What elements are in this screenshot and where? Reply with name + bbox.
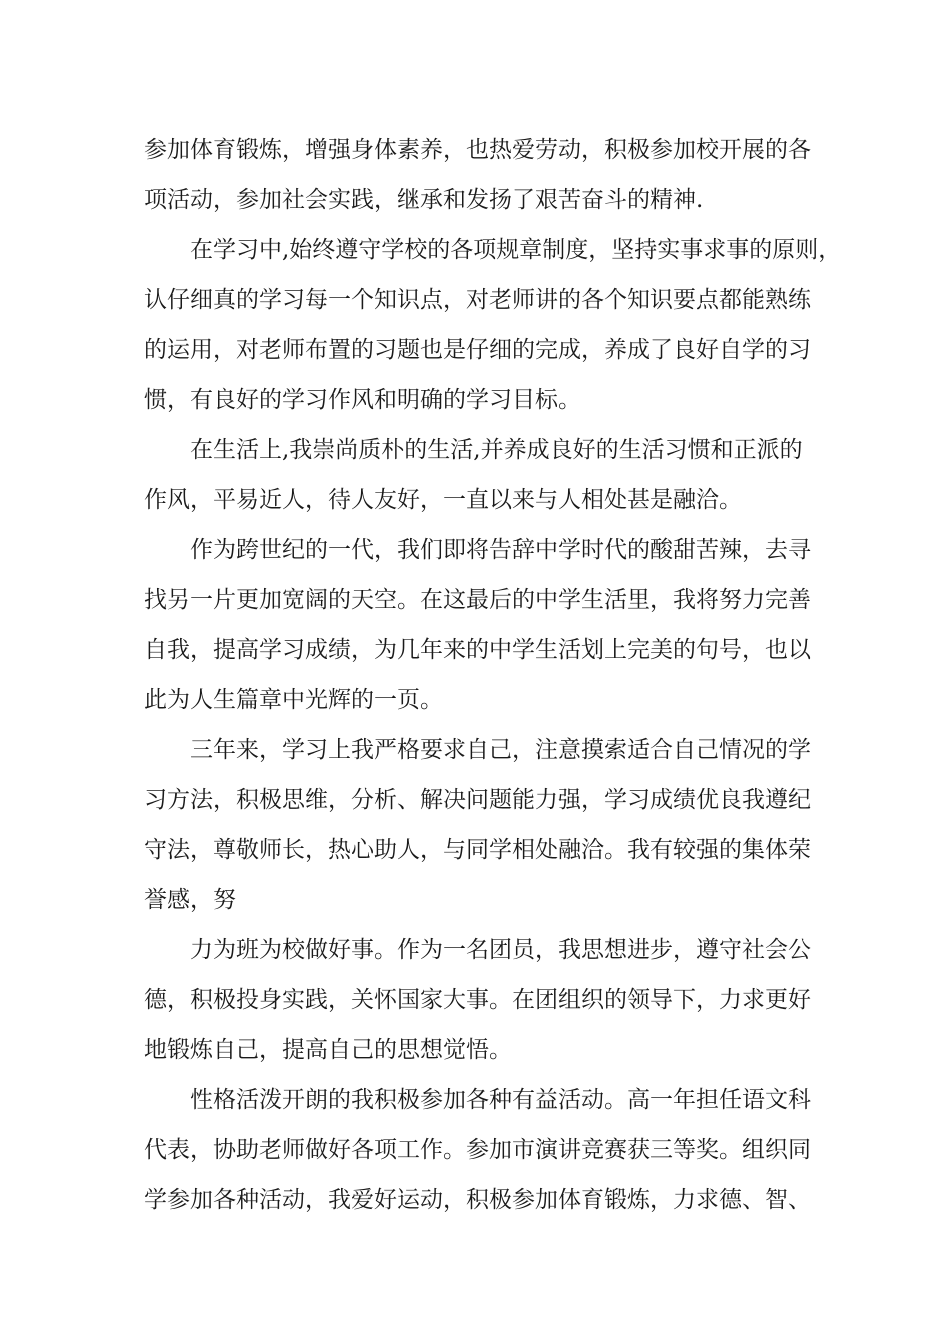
text-line-11: 自我，提高学习成绩，为几年来的中学生活划上完美的句号，也以	[144, 637, 811, 663]
text-line-19: 地锻炼自己，提高自己的思想觉悟。	[144, 1037, 512, 1063]
text-line-18: 德，积极投身实践，关怀国家大事。在团组织的领导下，力求更好	[144, 987, 811, 1013]
text-line-6: 惯，有良好的学习作风和明确的学习目标。	[144, 387, 581, 413]
paragraph-start-line: 性格活泼开朗的我积极参加各种有益活动。高一年担任语文科	[190, 1087, 811, 1113]
text-line-16: 誉感，努	[144, 887, 236, 913]
text-line-22: 学参加各种活动，我爱好运动，积极参加体育锻炼，力求德、智、	[144, 1187, 811, 1213]
text-line-15: 守法，尊敬师长，热心助人，与同学相处融洽。我有较强的集体荣	[144, 837, 811, 863]
text-line-12: 此为人生篇章中光辉的一页。	[144, 687, 443, 713]
text-line-8: 作风，平易近人，待人友好，一直以来与人相处甚是融洽。	[144, 487, 742, 513]
text-line-5: 的运用，对老师布置的习题也是仔细的完成，养成了良好自学的习	[144, 337, 811, 363]
text-line-1: 参加体育锻炼，增强身体素养，也热爱劳动，积极参加校开展的各	[144, 137, 811, 163]
text-line-21: 代表，协助老师做好各项工作。参加市演讲竞赛获三等奖。组织同	[144, 1137, 811, 1163]
paragraph-start-line: 作为跨世纪的一代，我们即将告辞中学时代的酸甜苦辣，去寻	[190, 537, 811, 563]
paragraph-start-line: 在学习中,始终遵守学校的各项规章制度，坚持实事求事的原则，	[190, 237, 842, 263]
text-line-10: 找另一片更加宽阔的天空。在这最后的中学生活里，我将努力完善	[144, 587, 811, 613]
text-line-4: 认仔细真的学习每一个知识点，对老师讲的各个知识要点都能熟练	[144, 287, 811, 313]
paragraph-start-line: 力为班为校做好事。作为一名团员，我思想进步，遵守社会公	[190, 937, 811, 963]
paragraph-start-line: 三年来，学习上我严格要求自己，注意摸索适合自己情况的学	[190, 737, 811, 763]
paragraph-start-line: 在生活上,我崇尚质朴的生活,并养成良好的生活习惯和正派的	[190, 437, 803, 463]
text-line-2: 项活动，参加社会实践，继承和发扬了艰苦奋斗的精神.	[144, 187, 704, 213]
text-line-14: 习方法，积极思维，分析、解决问题能力强，学习成绩优良我遵纪	[144, 787, 811, 813]
